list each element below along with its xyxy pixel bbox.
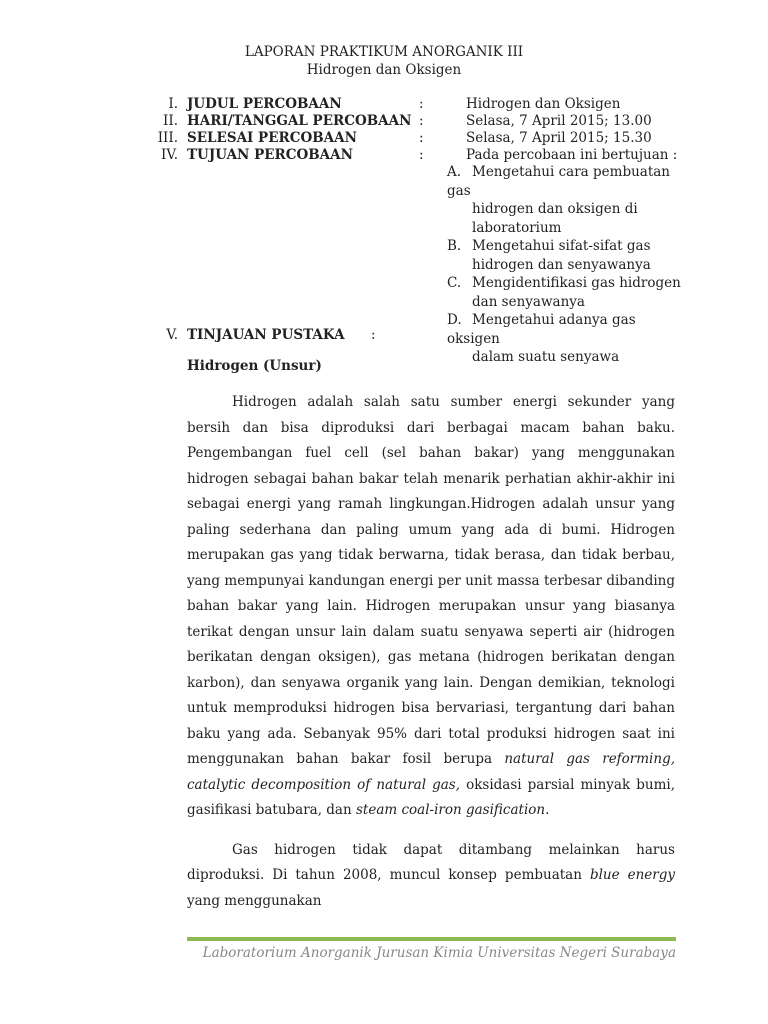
footer-divider: [187, 937, 676, 941]
objective-item: [447, 237, 687, 274]
italic-term: natural gas reforming, catalytic decomposition of natural gas,: [187, 751, 676, 793]
item-value: Pada percobaan ini bertujuan :: [466, 147, 678, 163]
objective-letter: B.: [447, 238, 462, 254]
section-colon: :: [371, 327, 376, 343]
objective-letter: D.: [447, 312, 462, 328]
paragraph-2: Gas hidrogen tidak dapat ditambang melainkan harus diproduksi. Di tahun 2008, muncul konsep pembuatan blue energy yang menggunakan: [187, 841, 675, 909]
item-value: Hidrogen dan Oksigen: [466, 96, 621, 112]
objective-text-cont: hidrogen dan oksigen di laboratorium: [472, 201, 638, 236]
item-value: Selasa, 7 April 2015; 13.00: [466, 113, 652, 129]
item-label: HARI/TANGGAL PERCOBAAN: [187, 113, 412, 129]
italic-term: blue energy: [589, 867, 675, 883]
subheading: Hidrogen (Unsur): [187, 358, 322, 374]
objective-item: [447, 311, 687, 367]
paragraph-1: Hidrogen adalah salah satu sumber energi sekunder yang bersih dan bisa diproduksi dari berbagai macam bahan baku. Pengembangan fuel cell (sel bahan bakar) yang menggunakan hidrogen sebagai bahan bakar telah menarik perhatian akhir-akhir ini sebagai energi yang ramah lingkungan.Hidrogen adalah unsur yang paling sederhana dan paling umum yang ada di bumi. Hidrogen merupakan gas yang tidak berwarna, tidak berasa, dan tidak berbau, yang mempunyai kandungan energi per unit massa terbesar dibanding bahan bakar yang lain. Hidrogen merupakan unsur yang biasanya terikat dengan unsur lain dalam suatu senyawa seperti air (hidrogen berikatan dengan oksigen), gas metana (hidrogen berikatan dengan karbon), dan senyawa organik yang lain. Dengan demikian, teknologi untuk memproduksi hidrogen bisa bervariasi, tergantung dari bahan baku yang ada. Sebanyak 95% dari total produksi hidrogen saat ini menggunakan bahan bakar fosil berupa natural gas reforming, catalytic decomposition of natural gas, oksidasi parsial minyak bumi, gasifikasi batubara, dan steam coal-iron gasification.: [187, 394, 676, 818]
objective-item: [447, 274, 687, 311]
section-label: TINJAUAN PUSTAKA: [187, 327, 345, 343]
objective-text: Mengetahui cara pembuatan gas: [447, 164, 670, 199]
item-colon: :: [419, 130, 424, 146]
objective-text-cont: hidrogen dan senyawanya: [472, 256, 651, 273]
italic-term: steam coal-iron gasification: [355, 802, 546, 818]
objective-text-cont: dalam suatu senyawa: [472, 349, 620, 365]
objective-list: [447, 163, 687, 367]
objective-text: Mengetahui sifat-sifat gas: [472, 238, 651, 254]
section-number: V.: [166, 327, 178, 343]
objective-letter: C.: [447, 275, 462, 291]
item-colon: :: [419, 96, 424, 112]
item-label: TUJUAN PERCOBAAN: [187, 147, 353, 163]
objective-item: [447, 163, 687, 237]
objective-letter: A.: [447, 164, 462, 180]
item-label: JUDUL PERCOBAAN: [187, 96, 342, 112]
footer-text: Laboratorium Anorganik Jurusan Kimia Universitas Negeri Surabaya: [202, 945, 676, 961]
objective-text-cont: dan senyawanya: [472, 293, 585, 310]
item-value: Selasa, 7 April 2015; 15.30: [466, 130, 652, 146]
objective-text: Mengetahui adanya gas oksigen: [447, 312, 636, 347]
report-title: LAPORAN PRAKTIKUM ANORGANIK III: [244, 44, 524, 60]
item-colon: :: [419, 147, 424, 163]
item-label: SELESAI PERCOBAAN: [187, 130, 357, 146]
item-number: IV.: [160, 147, 178, 163]
item-number: III.: [157, 130, 178, 146]
objective-text: Mengidentifikasi gas hidrogen: [472, 275, 681, 291]
item-colon: :: [419, 113, 424, 129]
item-number: II.: [163, 113, 178, 129]
body-text: [187, 390, 675, 914]
item-number: I.: [168, 96, 178, 112]
report-subtitle: Hidrogen dan Oksigen: [306, 62, 462, 78]
